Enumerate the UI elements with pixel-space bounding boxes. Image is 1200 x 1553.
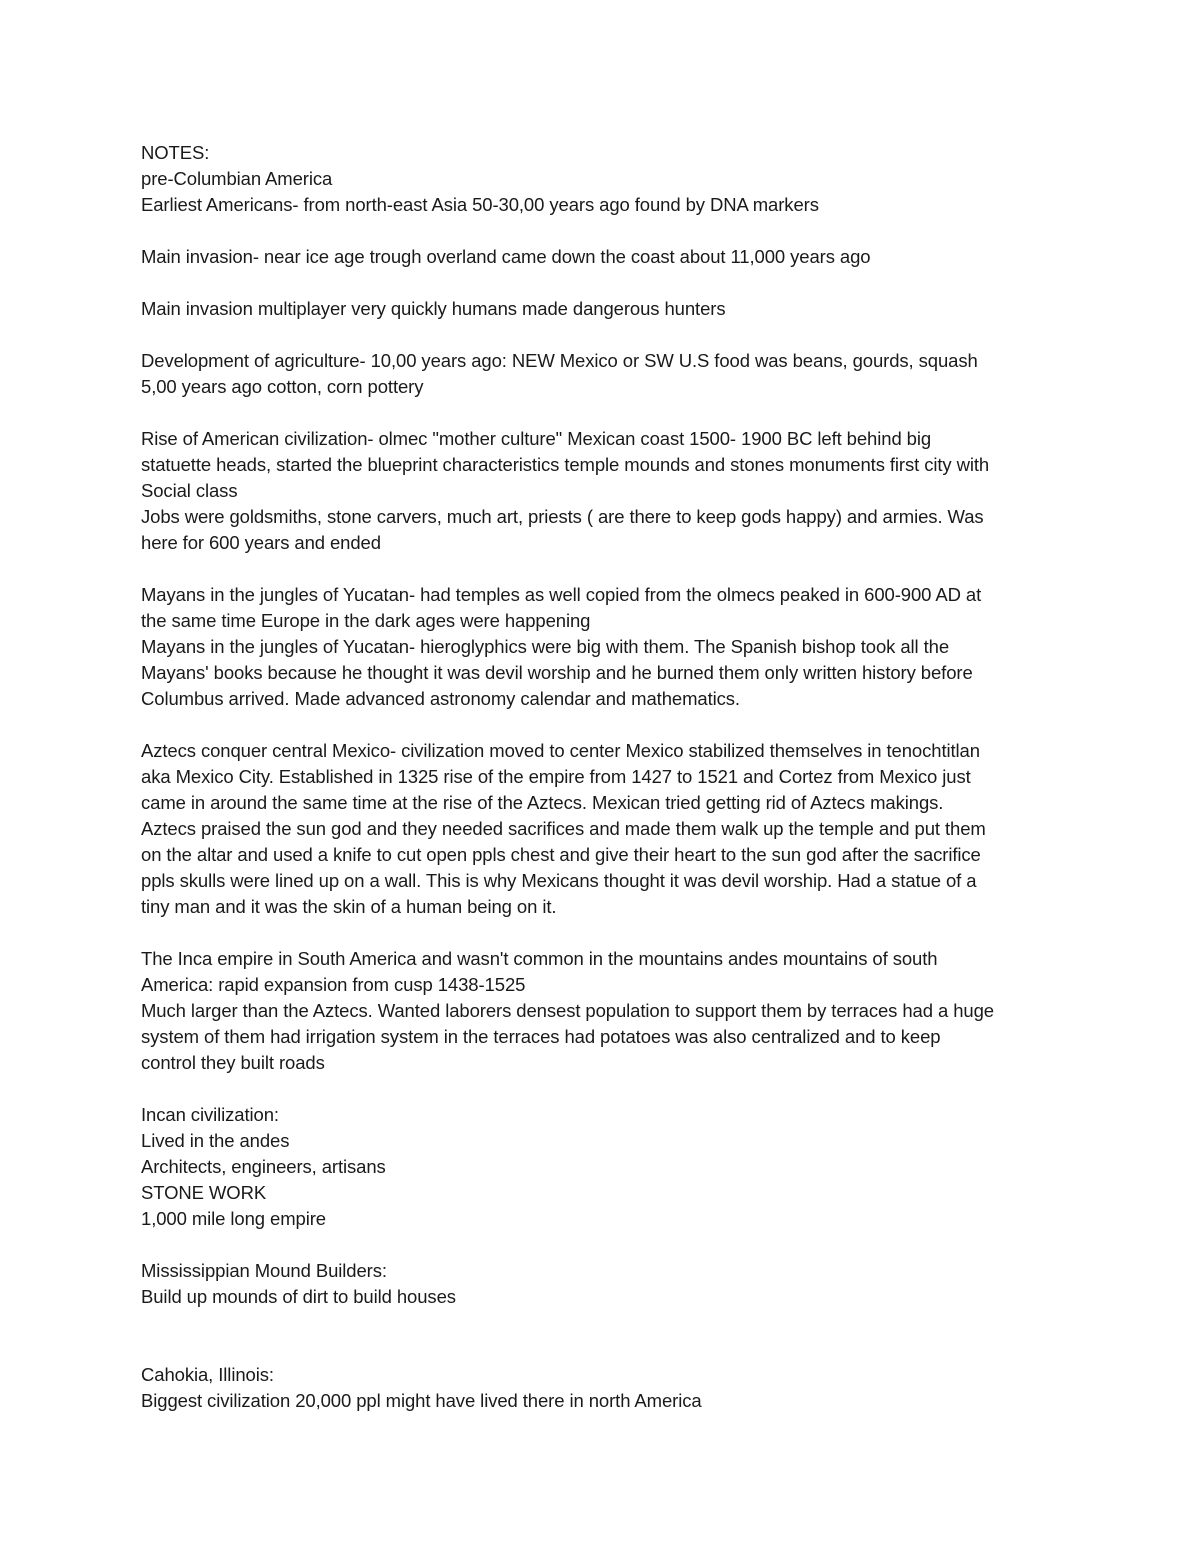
incan-civ-line: STONE WORK [141,1182,267,1203]
olmec-line: Rise of American civilization- olmec "mother culture" Mexican coast 1500- 1900 BC left behind big [141,428,932,449]
aztecs-line: came in around the same time at the rise of the Aztecs. Mexican tried getting rid of Aztecs makings. [141,792,944,813]
earliest-americans-line: Earliest Americans- from north-east Asia 50-30,00 years ago found by DNA markers [141,194,819,215]
incan-civ-line: Architects, engineers, artisans [141,1156,386,1177]
main-invasion-line-1: Main invasion- near ice age trough overland came down the coast about 11,000 years ago [141,246,871,267]
aztecs-line: Aztecs praised the sun god and they needed sacrifices and made them walk up the temple and put them [141,818,986,839]
inca-line: America: rapid expansion from cusp 1438-1525 [141,974,526,995]
main-invasion-line-2: Main invasion multiplayer very quickly humans made dangerous hunters [141,298,726,319]
olmec-line: statuette heads, started the blueprint characteristics temple mounds and stones monuments first city with [141,454,990,475]
incan-civ-line: Lived in the andes [141,1130,290,1151]
incan-civ-line: Incan civilization: [141,1104,279,1125]
aztecs-line: tiny man and it was the skin of a human being on it. [141,896,557,917]
mississippian-line: Build up mounds of dirt to build houses [141,1286,456,1307]
cahokia-line: Cahokia, Illinois: [141,1364,274,1385]
mississippian-line: Mississippian Mound Builders: [141,1260,387,1281]
notes-body [141,140,1071,1414]
agriculture-line: Development of agriculture- 10,00 years ago: NEW Mexico or SW U.S food was beans, gourds, squash [141,350,978,371]
incan-civ-line: 1,000 mile long empire [141,1208,326,1229]
mayans-line: the same time Europe in the dark ages were happening [141,610,591,631]
aztecs-line: ppls skulls were lined up on a wall. This is why Mexicans thought it was devil worship. Had a statue of a [141,870,977,891]
notes-subheading: pre-Columbian America [141,168,333,189]
inca-line: The Inca empire in South America and wasn't common in the mountains andes mountains of south [141,948,938,969]
aztecs-line: Aztecs conquer central Mexico- civilization moved to center Mexico stabilized themselves in tenochtitlan [141,740,980,761]
mayans-line: Mayans in the jungles of Yucatan- hieroglyphics were big with them. The Spanish bishop took all the [141,636,950,657]
aztecs-line: aka Mexico City. Established in 1325 rise of the empire from 1427 to 1521 and Cortez from Mexico just [141,766,971,787]
olmec-line: Jobs were goldsmiths, stone carvers, much art, priests ( are there to keep gods happy) and armies. Was [141,506,984,527]
inca-line: Much larger than the Aztecs. Wanted laborers densest population to support them by terraces had a huge [141,1000,994,1021]
olmec-line: here for 600 years and ended [141,532,381,553]
mayans-line: Mayans in the jungles of Yucatan- had temples as well copied from the olmecs peaked in 600-900 AD at [141,584,982,605]
mayans-line: Mayans' books because he thought it was devil worship and he burned them only written history before [141,662,973,683]
olmec-line: Social class [141,480,238,501]
notes-heading: NOTES: [141,142,210,163]
mayans-line: Columbus arrived. Made advanced astronomy calendar and mathematics. [141,688,740,709]
agriculture-line: 5,00 years ago cotton, corn pottery [141,376,424,397]
inca-line: control they built roads [141,1052,325,1073]
inca-line: system of them had irrigation system in the terraces had potatoes was also centralized and to keep [141,1026,941,1047]
cahokia-line: Biggest civilization 20,000 ppl might have lived there in north America [141,1390,702,1411]
aztecs-line: on the altar and used a knife to cut open ppls chest and give their heart to the sun god after the sacrifice [141,844,981,865]
